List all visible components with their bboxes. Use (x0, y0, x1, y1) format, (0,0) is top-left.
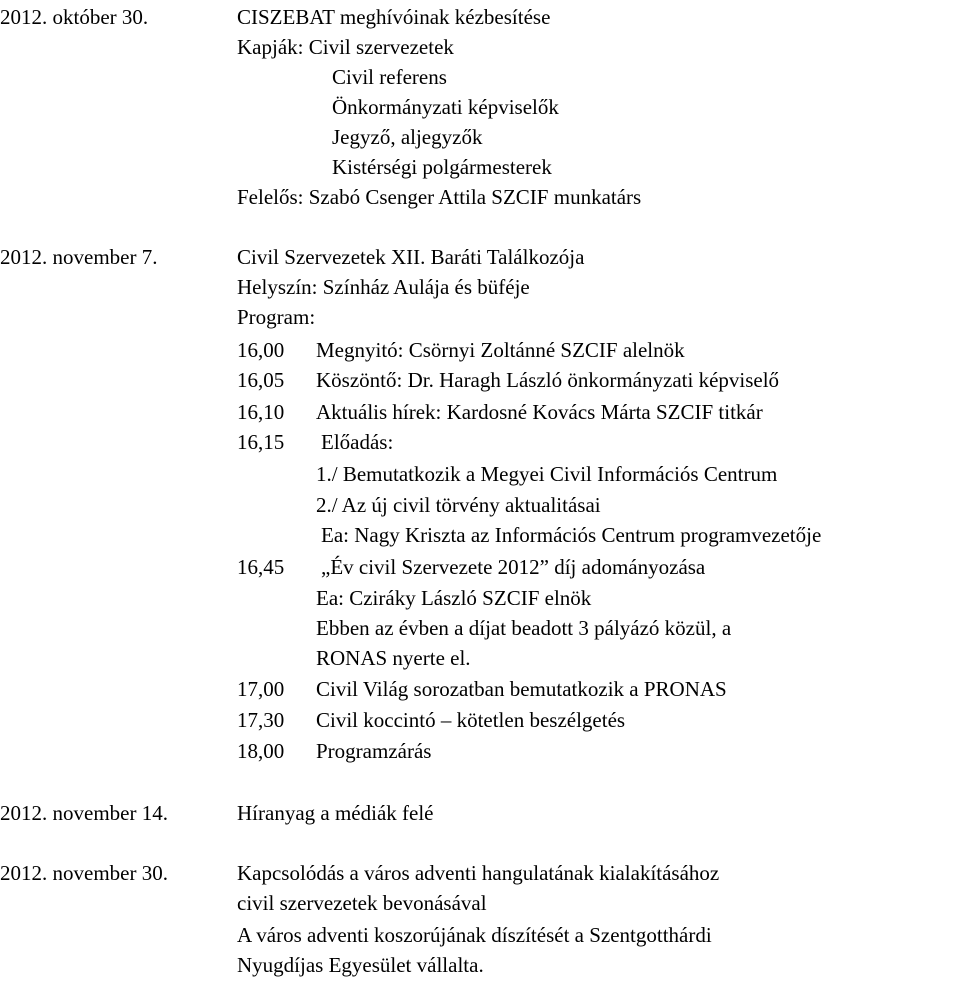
program-item: Programzárás (316, 739, 432, 763)
program-time: 17,30 (237, 708, 285, 732)
program-subitem: 2./ Az új civil törvény aktualitásai (316, 493, 601, 517)
program-time: 16,10 (237, 400, 285, 424)
recipient-item: Önkormányzati képviselők (332, 95, 559, 119)
program-label: Program: (237, 305, 316, 329)
program-time: 16,05 (237, 368, 285, 392)
program-subitem: RONAS nyerte el. (316, 646, 471, 670)
section1-title: CISZEBAT meghívóinak kézbesítése (237, 5, 551, 29)
program-item: Civil Világ sorozatban bemutatkozik a PRONAS (316, 677, 727, 701)
date-nov-7: 2012. november 7. (0, 245, 158, 269)
program-item: Civil koccintó – kötetlen beszélgetés (316, 708, 626, 732)
program-time: 16,00 (237, 338, 285, 362)
recipient-item: Kistérségi polgármesterek (332, 155, 552, 179)
program-item: Aktuális hírek: Kardosné Kovács Márta SZCIF titkár (316, 400, 763, 424)
recipients-label: Kapják: Civil szervezetek (237, 35, 454, 59)
event-title: Civil Szervezetek XII. Baráti Találkozója (237, 245, 585, 269)
advent-line: Nyugdíjas Egyesület vállalta. (237, 953, 484, 977)
program-item: Előadás: (321, 430, 394, 454)
program-item: Köszöntő: Dr. Haragh László önkormányzati képviselő (316, 368, 780, 392)
program-subitem: 1./ Bemutatkozik a Megyei Civil Információs Centrum (316, 462, 778, 486)
press-release-line: Híranyag a médiák felé (237, 801, 434, 825)
program-time: 17,00 (237, 677, 285, 701)
program-subitem: Ebben az évben a díjat beadott 3 pályázó közül, a (316, 616, 732, 640)
program-time: 18,00 (237, 739, 285, 763)
advent-line: A város adventi koszorújának díszítését a Szentgotthárdi (237, 923, 712, 947)
venue-line: Helyszín: Színház Aulája és büféje (237, 275, 530, 299)
date-nov-14: 2012. november 14. (0, 801, 168, 825)
recipient-item: Civil referens (332, 65, 447, 89)
date-oct-30: 2012. október 30. (0, 5, 149, 29)
program-item: Megnyitó: Csörnyi Zoltánné SZCIF alelnök (316, 338, 685, 362)
program-subitem: Ea: Cziráky László SZCIF elnök (316, 586, 592, 610)
advent-line: Kapcsolódás a város adventi hangulatának kialakításához (237, 861, 720, 885)
advent-line: civil szervezetek bevonásával (237, 891, 487, 915)
program-item: „Év civil Szervezete 2012” díj adományozása (321, 555, 706, 579)
responsible-line: Felelős: Szabó Csenger Attila SZCIF munkatárs (237, 185, 642, 209)
date-nov-30: 2012. november 30. (0, 861, 168, 885)
program-subitem: Ea: Nagy Kriszta az Információs Centrum programvezetője (321, 523, 822, 547)
program-time: 16,15 (237, 430, 285, 454)
recipient-item: Jegyző, aljegyzők (332, 125, 483, 149)
program-time: 16,45 (237, 555, 285, 579)
